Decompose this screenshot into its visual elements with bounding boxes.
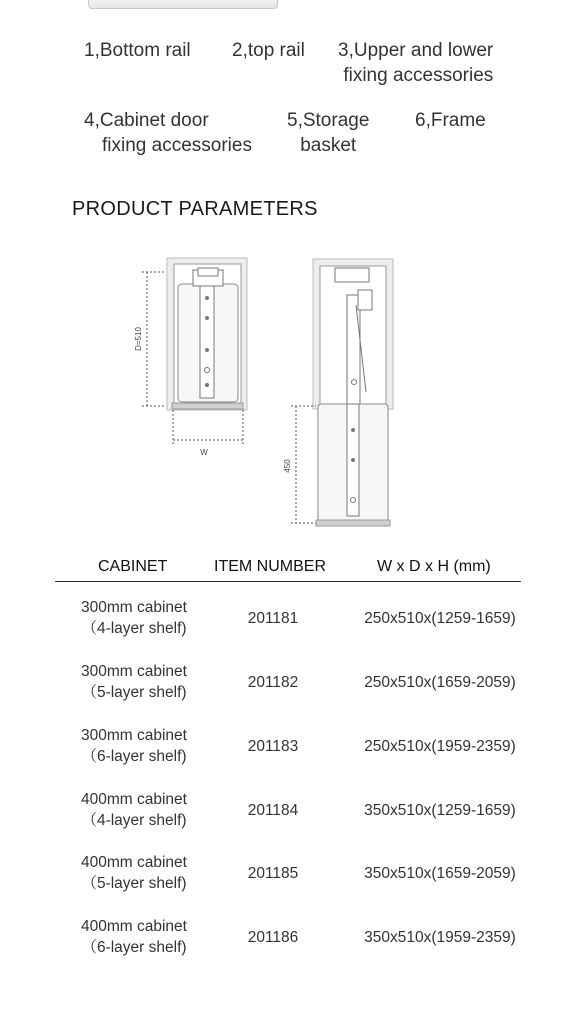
item-number-cell: 201186 bbox=[247, 929, 299, 946]
item-number-cell: 201182 bbox=[247, 674, 299, 691]
cabinet-size: 400mm cabinet bbox=[81, 791, 187, 808]
part-2-label: 2,top rail bbox=[232, 40, 305, 61]
dimensions-cell: 250x510x(1259-1659) bbox=[364, 610, 516, 627]
dimensions-cell: 350x510x(1959-2359) bbox=[364, 929, 516, 946]
part-4-label-line2: fixing accessories bbox=[102, 135, 252, 156]
shelf-count: （4-layer shelf) bbox=[81, 620, 187, 637]
cabinet-size: 300mm cabinet bbox=[81, 727, 187, 744]
cabinet-size: 400mm cabinet bbox=[81, 854, 187, 871]
shelf-count: （6-layer shelf) bbox=[81, 748, 187, 765]
shelf-count: （5-layer shelf) bbox=[81, 684, 187, 701]
item-number-cell: 201183 bbox=[247, 738, 299, 755]
table-header-cabinet: CABINET bbox=[98, 558, 168, 575]
item-number-cell: 201184 bbox=[247, 802, 299, 819]
cabinet-size: 400mm cabinet bbox=[81, 918, 187, 935]
part-6-label: 6,Frame bbox=[415, 110, 486, 131]
cabinet-size: 300mm cabinet bbox=[81, 599, 187, 616]
depth-dimension-label: D=510 bbox=[134, 327, 143, 351]
part-1-label: 1,Bottom rail bbox=[84, 40, 191, 61]
height-dimension-label: 450 bbox=[283, 459, 292, 473]
dimensions-cell: 250x510x(1659-2059) bbox=[364, 674, 516, 691]
cabinet-cell bbox=[60, 597, 208, 639]
diagram-top-view bbox=[142, 258, 247, 444]
cabinet-cell bbox=[60, 789, 208, 831]
table-header-dimensions: W x D x H (mm) bbox=[377, 558, 491, 575]
dimensions-cell: 350x510x(1259-1659) bbox=[364, 802, 516, 819]
part-4-label: 4,Cabinet door bbox=[84, 110, 209, 131]
part-3-label: 3,Upper and lower bbox=[338, 40, 494, 61]
table-header-item-number: ITEM NUMBER bbox=[214, 558, 326, 575]
cabinet-cell bbox=[60, 661, 208, 703]
part-3-label-line2: fixing accessories bbox=[343, 65, 494, 86]
item-number-cell: 201185 bbox=[247, 865, 299, 882]
diagram-side-view bbox=[291, 259, 393, 526]
shelf-count: （5-layer shelf) bbox=[81, 875, 187, 892]
cabinet-cell bbox=[60, 916, 208, 958]
cabinet-cell bbox=[60, 725, 208, 767]
part-5-label-line2: basket bbox=[300, 135, 357, 156]
width-dimension-label: W bbox=[200, 448, 208, 457]
shelf-count: （6-layer shelf) bbox=[81, 939, 187, 956]
dimensions-cell: 250x510x(1959-2359) bbox=[364, 738, 516, 755]
cabinet-size: 300mm cabinet bbox=[81, 663, 187, 680]
item-number-cell: 201181 bbox=[247, 610, 299, 627]
section-title: PRODUCT PARAMETERS bbox=[72, 198, 318, 220]
dimensions-cell: 350x510x(1659-2059) bbox=[364, 865, 516, 882]
shelf-count: （4-layer shelf) bbox=[81, 812, 187, 829]
table-header-divider bbox=[55, 581, 521, 582]
part-5-label: 5,Storage bbox=[287, 110, 370, 131]
cabinet-cell bbox=[60, 852, 208, 894]
